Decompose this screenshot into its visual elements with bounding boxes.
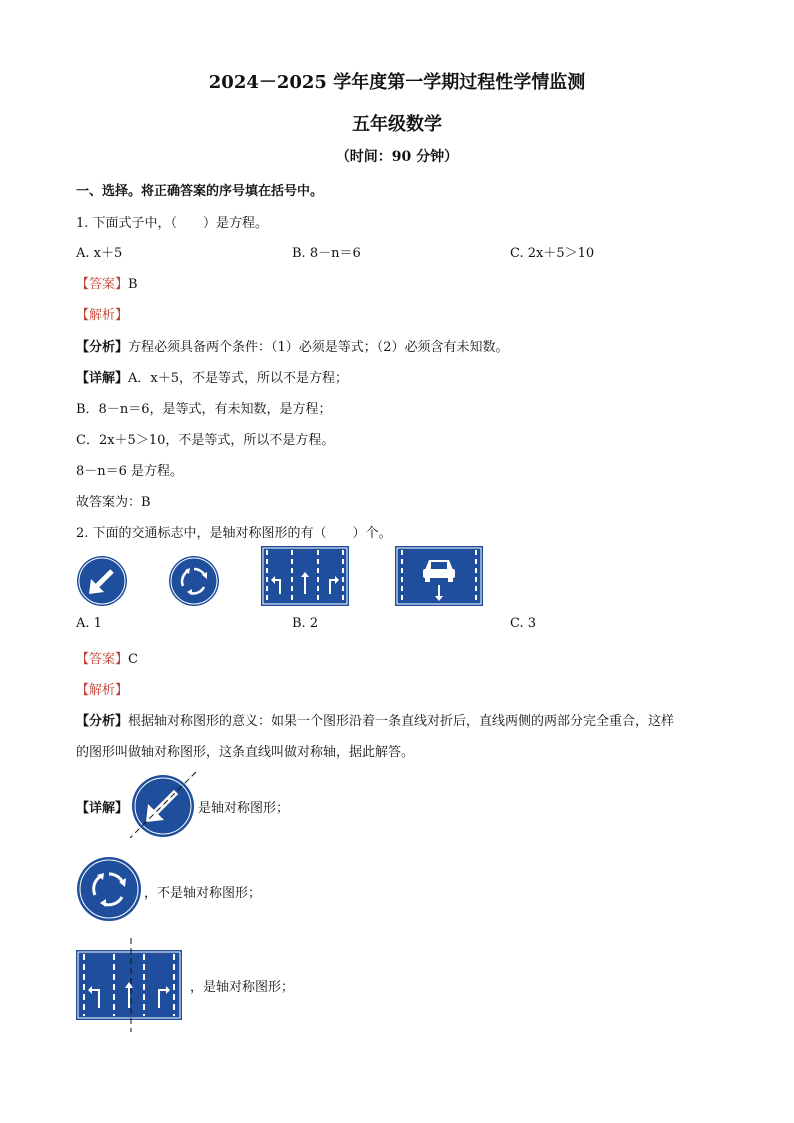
exam-time: （时间：90 分钟）	[335, 149, 459, 165]
fenxi-tag: 【分析】	[76, 340, 129, 355]
answer-value: C	[128, 652, 138, 667]
q2-detail-2: ，不是轴对称图形；	[144, 886, 262, 901]
q2-detail-tag	[76, 797, 128, 816]
q2-option-a: A. 1	[76, 616, 102, 631]
q1-option-a: A. x＋5	[76, 246, 123, 261]
q1-detail-b: B．8－n＝6，是等式，有未知数，是方程；	[76, 402, 332, 417]
q1-conclusion: 8－n＝6 是方程。	[76, 464, 184, 479]
detail-a-text: A．x＋5，不是等式，所以不是方程；	[128, 371, 349, 386]
answer-tag: 【答案】	[76, 277, 129, 292]
q2-detail-1: 是轴对称图形；	[198, 801, 290, 816]
q2-analysis-tag: 【解析】	[76, 683, 129, 698]
roundabout-sign-icon	[168, 555, 220, 607]
xiangjie-tag: 【详解】	[76, 371, 129, 386]
q2-option-c: C. 3	[510, 616, 537, 631]
lane-sign-with-axis-icon	[76, 938, 186, 1032]
arrow-down-left-sign-icon	[76, 555, 128, 607]
q2-stem: 2. 下面的交通标志中，是轴对称图形的有（ ）个。	[76, 526, 392, 541]
q2-answer	[76, 648, 138, 667]
q2-option-b: B. 2	[292, 616, 319, 631]
answer-tag: 【答案】	[76, 652, 129, 667]
q1-answer	[76, 273, 138, 292]
fenxi-text: 方程必须具备两个条件：（1）必须是等式；（2）必须含有未知数。	[128, 340, 509, 355]
q2-detail-3: ，是轴对称图形；	[190, 980, 295, 995]
q1-fenxi	[76, 336, 509, 355]
q1-stem: 1. 下面式子中，（ ）是方程。	[76, 216, 269, 231]
vehicle-lane-sign-icon	[395, 546, 483, 606]
q1-option-c: C. 2x＋5＞10	[510, 246, 595, 261]
q2-fenxi-line2: 的图形叫做轴对称图形，这条直线叫做对称轴，据此解答。	[76, 745, 415, 760]
subject-title: 五年级数学	[352, 114, 442, 135]
section-heading: 一、选择。将正确答案的序号填在括号中。	[76, 184, 324, 199]
q1-final: 故答案为：B	[76, 495, 151, 510]
exam-title: 2024－2025 学年度第一学期过程性学情监测	[208, 72, 586, 93]
answer-value: B	[128, 277, 138, 292]
q2-fenxi-line1	[76, 710, 674, 729]
roundabout-sign-icon	[76, 856, 142, 922]
fenxi-text: 根据轴对称图形的意义：如果一个图形沿着一条直线对折后，直线两侧的两部分完全重合，这样	[128, 714, 675, 729]
q1-analysis-tag: 【解析】	[76, 308, 129, 323]
xiangjie-tag: 【详解】	[76, 801, 129, 816]
arrow-sign-with-axis-icon	[126, 770, 200, 838]
q1-detail-a	[76, 367, 348, 386]
q1-detail-c: C．2x＋5＞10，不是等式，所以不是方程。	[76, 433, 335, 448]
q1-option-b: B. 8－n＝6	[292, 246, 361, 261]
lane-direction-sign-icon	[261, 546, 349, 606]
fenxi-tag: 【分析】	[76, 714, 129, 729]
